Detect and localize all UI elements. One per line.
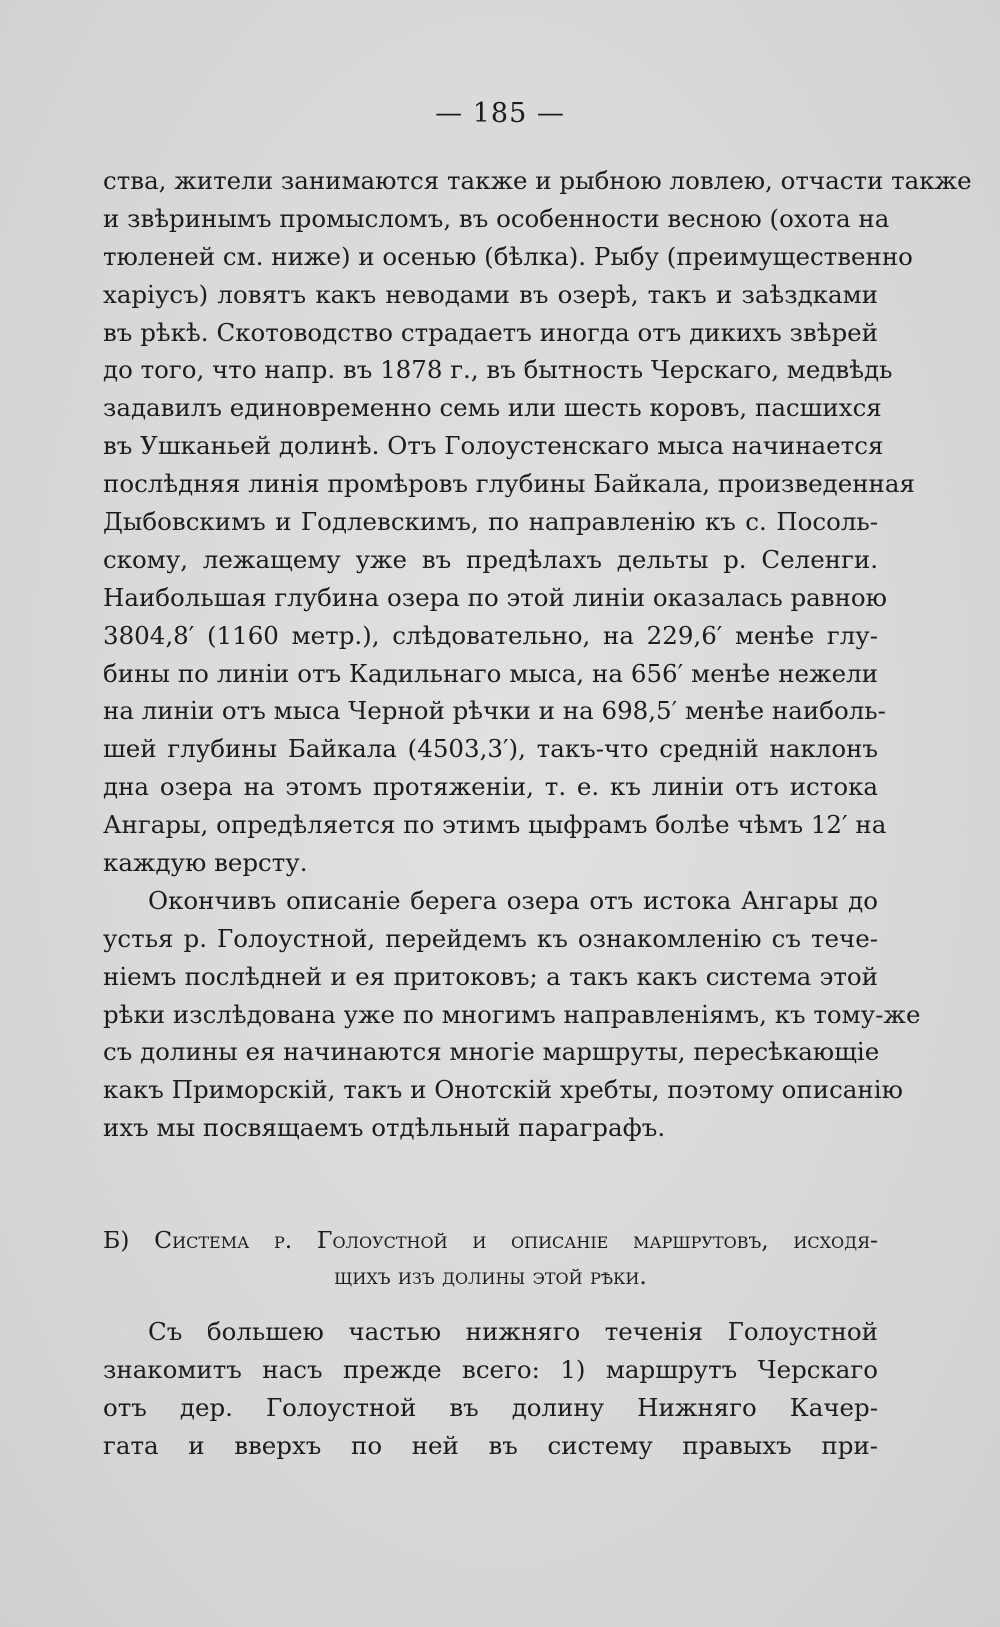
text-line: рѣки изслѣдована уже по многимъ направленіямъ, къ тому-же <box>103 999 921 1029</box>
heading-line: Б) Система р. Голоустной и описаніе маршрутовъ, исходя- <box>103 1226 878 1254</box>
text-line: Дыбовскимъ и Годлевскимъ, по направленію къ с. Посоль- <box>103 507 878 537</box>
text-line: въ рѣкѣ. Скотоводство страдаетъ иногда отъ дикихъ звѣрей <box>103 317 878 347</box>
text-line: 3804,8′ (1160 метр.), слѣдовательно, на 229,6′ менѣе глу- <box>103 620 878 650</box>
text-line: Наибольшая глубина озера по этой линіи оказалась равною <box>103 582 887 612</box>
text-line: ніемъ послѣдней и ея притоковъ; а такъ какъ система этой <box>103 961 878 991</box>
heading-line: щихъ изъ долины этой рѣки. <box>334 1262 647 1290</box>
text-line: на линіи отъ мыса Черной рѣчки и на 698,5′ менѣе наиболь- <box>103 696 886 726</box>
section-heading <box>103 1222 878 1294</box>
text-line: бины по линіи отъ Кадильнаго мыса, на 656′ менѣе нежели <box>103 658 878 688</box>
text-line: харіусъ) ловятъ какъ неводами въ озерѣ, такъ и заѣздками <box>103 279 878 309</box>
body-text <box>103 162 972 1147</box>
text-line: и звѣринымъ промысломъ, въ особенности весною (охота на <box>103 203 890 233</box>
paragraph-2 <box>103 882 921 1147</box>
paragraph-3 <box>103 1313 878 1465</box>
text-line: скому, лежащему уже въ предѣлахъ дельты р. Селенги. <box>103 544 878 574</box>
text-line: тюленей см. ниже) и осенью (бѣлка). Рыбу (преимущественно <box>103 241 913 271</box>
paragraph-1 <box>103 162 972 882</box>
text-line: отъ дер. Голоустной въ долину Нижняго Качер- <box>103 1392 878 1422</box>
text-line: каждую версту. <box>103 848 308 878</box>
text-line: задавилъ единовременно семь или шесть коровъ, пасшихся <box>103 393 882 423</box>
text-line: Окончивъ описаніе берега озера отъ истока Ангары до <box>148 885 878 915</box>
text-line: знакомитъ насъ прежде всего: 1) маршрутъ Черскаго <box>103 1354 878 1384</box>
text-line: шей глубины Байкала (4503,3′), такъ-что средній наклонъ <box>103 734 878 764</box>
text-line: съ долины ея начинаются многіе маршруты, пересѣкающіе <box>103 1037 880 1067</box>
text-line: ихъ мы посвящаемъ отдѣльный параграфъ. <box>103 1113 666 1143</box>
text-line: гата и вверхъ по ней въ систему правыхъ при- <box>103 1430 878 1460</box>
text-line: до того, что напр. въ 1878 г., въ бытность Черскаго, медвѣдь <box>103 355 893 385</box>
page-number: — 185 — <box>435 98 565 129</box>
text-line: какъ Приморскій, такъ и Онотскій хребты, поэтому описанію <box>103 1075 903 1105</box>
text-line: Съ большею частью нижняго теченія Голоустной <box>148 1317 878 1346</box>
text-line: послѣдняя линія промѣровъ глубины Байкала, произведенная <box>103 469 915 499</box>
text-line: дна озера на этомъ протяженіи, т. е. къ линіи отъ истока <box>103 772 878 802</box>
text-line: устья р. Голоустной, перейдемъ къ ознакомленію съ тече- <box>103 923 878 953</box>
text-line: ства, жители занимаются также и рыбною ловлею, отчасти также <box>103 166 972 195</box>
text-line: Ангары, опредѣляется по этимъ цыфрамъ болѣе чѣмъ 12′ на <box>103 810 887 840</box>
text-line: въ Ушканьей долинѣ. Отъ Голоустенскаго мыса начинается <box>103 431 884 461</box>
